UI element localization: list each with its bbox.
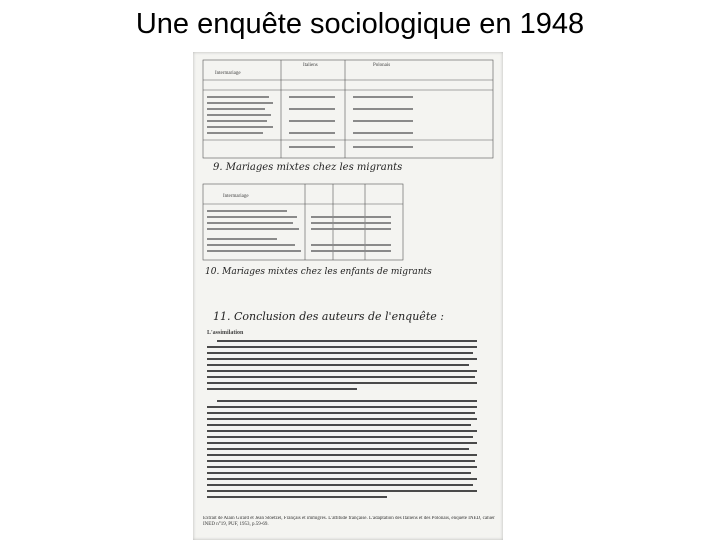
table-1-group-b: Polonais xyxy=(373,63,391,68)
section-subheading: L'assimilation xyxy=(207,330,244,336)
section-heading: 11. Conclusion des auteurs de l'enquête : xyxy=(213,310,444,323)
table-1-group-a: Italiens xyxy=(303,63,318,68)
scanned-page-drawing xyxy=(193,52,503,540)
table-1-header: Intermariage xyxy=(215,71,241,76)
table-2-caption: 10. Mariages mixtes chez les enfants de migrants xyxy=(205,267,432,277)
section-11 xyxy=(203,310,495,538)
table-1-caption: 9. Mariages mixtes chez les migrants xyxy=(213,162,403,173)
slide-title: Une enquête sociologique en 1948 xyxy=(135,8,585,40)
table-1 xyxy=(203,60,493,173)
table-2 xyxy=(203,184,432,277)
table-2-header: Intermariage xyxy=(223,194,249,199)
scanned-document xyxy=(193,52,503,540)
source-citation: Extrait de Alain Girard et Jean Stoetzel, Français et immigrés. L'attitude française. L'adaptation des Italiens et des Polonais, enquête INED, cahier INED n°19, PUF, 1953, p.59-69. xyxy=(203,516,495,527)
